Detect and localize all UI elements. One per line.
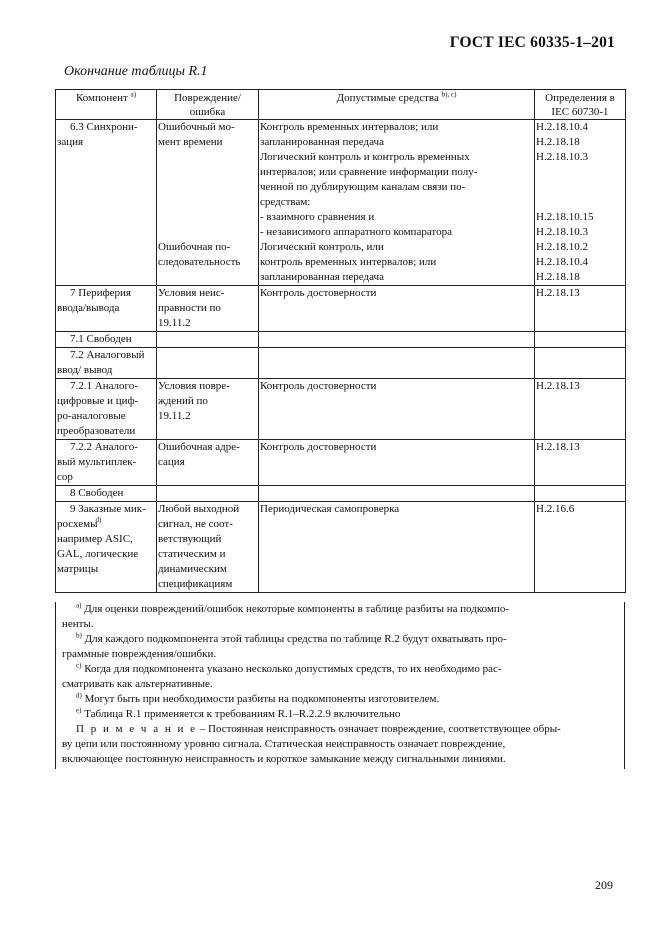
table-caption: Окончание таблицы R.1 bbox=[64, 64, 208, 79]
fault-cell bbox=[157, 486, 259, 502]
footnote: $^{e)}$ Таблица R.1 применяется к требованиям R.1–R.2.2.9 включительно bbox=[76, 706, 401, 720]
measures-cell bbox=[259, 332, 535, 348]
component-cell: 6.3 Синхрони- зация bbox=[56, 120, 157, 286]
footnote: $^{a)}$ Для оценки повреждений/ошибок некоторые компоненты в таблице разбиты на подкомпо- ненты. bbox=[62, 601, 509, 630]
header-definitions: Определения в IEC 60730-1 bbox=[535, 90, 626, 120]
table-body bbox=[56, 120, 626, 593]
requirements-table bbox=[55, 89, 626, 593]
table-row bbox=[56, 486, 626, 502]
standard-header: ГОСТ IEC 60335-1–201 bbox=[449, 34, 615, 51]
table-row bbox=[56, 440, 626, 486]
table-row bbox=[56, 348, 626, 379]
component-cell: 7.2.2 Аналого- вый мультиплек- сор bbox=[56, 440, 157, 486]
header-component: Компонент $^{a)}$ bbox=[56, 90, 157, 120]
definition-cell: H.2.18.13 bbox=[535, 440, 626, 486]
component-cell: 8 Свободен bbox=[56, 486, 157, 502]
definition-cell bbox=[535, 486, 626, 502]
component-cell: 7.2 Аналоговый ввод/ вывод bbox=[56, 348, 157, 379]
fault-cell: Условия повре- ждений по 19.11.2 bbox=[157, 379, 259, 440]
component-cell: 9 Заказные мик- росхемы$^{d)}$ например ASIC, GAL, логические матрицы bbox=[56, 502, 157, 593]
component-cell: 7.1 Свободен bbox=[56, 332, 157, 348]
page-number: 209 bbox=[595, 878, 613, 892]
definition-cell: H.2.18.13 bbox=[535, 286, 626, 332]
measures-cell: Периодическая самопроверка bbox=[259, 502, 535, 593]
footnote: $^{c)}$ Когда для подкомпонента указано несколько допустимых средств, то их необходимо рас- сматривать как альтернативные. bbox=[62, 661, 502, 690]
footnote: $^{d)}$ Могут быть при необходимости разбиты на подкомпоненты изготовителем. bbox=[76, 691, 440, 705]
measures-cell: Контроль достоверности bbox=[259, 440, 535, 486]
table-row bbox=[56, 286, 626, 332]
measures-cell: Контроль достоверности bbox=[259, 286, 535, 332]
table-row bbox=[56, 120, 626, 286]
measures-cell bbox=[259, 486, 535, 502]
table-row bbox=[56, 379, 626, 440]
measures-cell bbox=[259, 348, 535, 379]
table-row bbox=[56, 502, 626, 593]
header-fault: Повреждение/ ошибка bbox=[157, 90, 259, 120]
definition-cell bbox=[535, 348, 626, 379]
fault-cell: Любой выходной сигнал, не соот- ветствующий статическим и динамическим спецификациям bbox=[157, 502, 259, 593]
table-row bbox=[56, 332, 626, 348]
definition-cell: H.2.16.6 bbox=[535, 502, 626, 593]
table-header-row bbox=[56, 90, 626, 120]
definition-cell: H.2.18.13 bbox=[535, 379, 626, 440]
header-measures: Допустимые средства $^{b), c)}$ bbox=[259, 90, 535, 120]
fault-cell bbox=[157, 332, 259, 348]
component-cell: 7 Периферия ввода/вывода bbox=[56, 286, 157, 332]
fault-cell: Ошибочный мо- мент времени Ошибочная по- следовательность bbox=[157, 120, 259, 286]
note-paragraph: П р и м е ч а н и е – Постоянная неисправность означает повреждение, соответствующее обры- ву цепи или постоянному уровню сигнала. Статическая неисправность означает повреждение, включающее постоянную неисправность и короткое замыкание между сигнальными линиями. bbox=[62, 723, 561, 765]
fault-cell: Ошибочная адре- сация bbox=[157, 440, 259, 486]
definition-cell bbox=[535, 332, 626, 348]
footnote: $^{b)}$ Для каждого подкомпонента этой таблицы средства по таблице R.2 будут охватывать про- граммные повреждения/ошибки. bbox=[62, 631, 507, 660]
footnotes bbox=[62, 602, 624, 722]
measures-cell: Контроль достоверности bbox=[259, 379, 535, 440]
fault-cell bbox=[157, 348, 259, 379]
fault-cell: Условия неис- правности по 19.11.2 bbox=[157, 286, 259, 332]
measures-cell: Контроль временных интервалов; или запланированная передача Логический контроль и контроль временных интервалов; или сравнение информации полу- ченной по дублирующим каналам связи по- средствам: - взаимного сравнения и - независимого аппаратного компаратора Логический контроль, или контроль временных интервалов; или запланированная передача bbox=[259, 120, 535, 286]
component-cell: 7.2.1 Аналого- цифровые и циф- ро-аналоговые преобразователи bbox=[56, 379, 157, 440]
definition-cell: H.2.18.10.4 H.2.18.18 H.2.18.10.3 H.2.18.10.15 H.2.18.10.3 H.2.18.10.2 H.2.18.10.4 H.2.18.18 bbox=[535, 120, 626, 286]
notes-block bbox=[55, 602, 625, 769]
